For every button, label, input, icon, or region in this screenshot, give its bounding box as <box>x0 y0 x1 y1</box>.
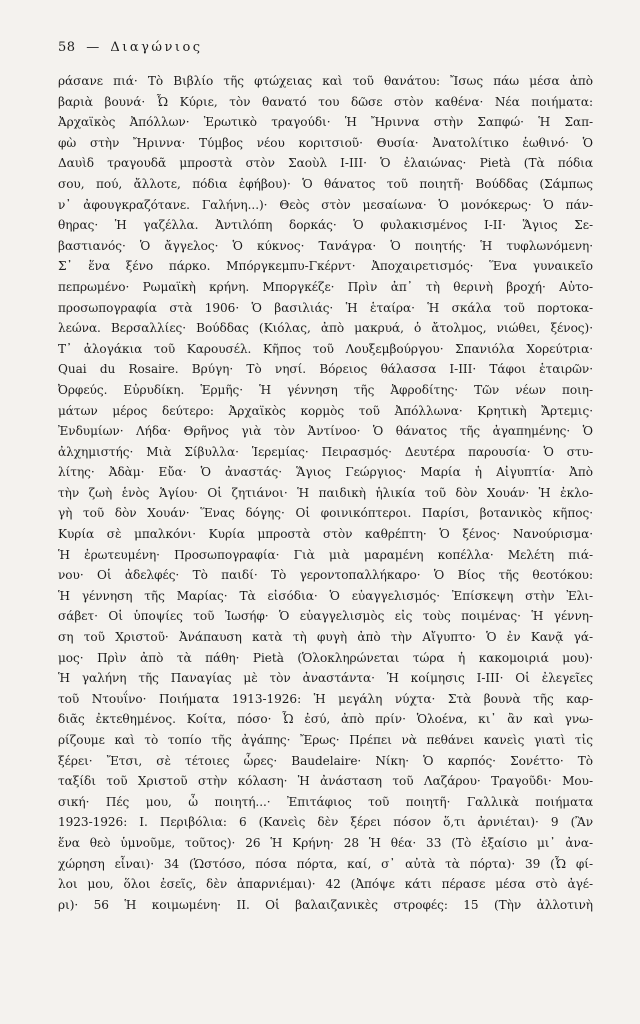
text-line: Τ᾽ ἀλογάκια τοῦ Καρουσέλ. Κῆπος τοῦ Λουξεμβούργου· Σπανιόλα Χορεύτρια· <box>58 341 593 356</box>
text-line: βαριὰ βουνά· Ὦ Κύριε, τὸν θανατό του δῶσε στὸν καθένα· Νέα ποιήματα: <box>58 94 593 109</box>
header-separator: — <box>86 40 100 55</box>
text-line: θηρας· Ἡ γαζέλλα. Ἀντιλόπη δορκάς· Ὁ φυλακισμένος I-II· Ἅγιος Σε- <box>58 218 593 233</box>
text-line: βαστιανός· Ὁ ἄγγελος· Ὁ κύκνος· Τανάγρα· Ὁ ποιητής· Ἡ τυφλωνόμενη· <box>58 238 593 253</box>
text-line: λεώνα. Βερσαλλίες· Βούδδας (Κιόλας, ἀπὸ μακρυά, ὁ ἄτολμος, νιώθει, ξένος)· <box>58 321 593 336</box>
text-line: ἀλχημιστής· Μιὰ Σίβυλλα· Ἱερεμίας· Πειρασμός· Δευτέρα παρουσία· Ὁ στυ- <box>58 444 593 459</box>
text-line: Δαυὶδ τραγουδᾶ μπροστὰ στὸν Σαοὺλ I-III· Ὁ ἐλαιώνας· Pietà (Τὰ πόδια <box>58 156 593 171</box>
text-line: ση τοῦ Χριστοῦ· Ἀνάπαυση κατὰ τὴ φυγὴ ἀπὸ τὴν Αἴγυπτο· Ὁ ἐν Κανᾷ γά- <box>58 630 593 645</box>
text-line: ξέρει· Ἔτσι, σὲ τέτοιες ὧρες· Baudelaire· Νίκη· Ὁ καρπός· Σονέττο· Τὸ <box>58 753 593 768</box>
text-line: φὼ στὴν Ἤριννα· Τύμβος νέου κοριτσιοῦ· Θυσία· Ἀνατολίτικο ἑωθινό· Ὁ <box>58 135 593 150</box>
text-line: σική· Πές μου, ὦ ποιητή...· Ἐπιτάφιος τοῦ ποιητῆ· Γαλλικὰ ποιήματα <box>58 794 593 809</box>
text-line: Σ᾽ ἕνα ξένο πάρκο. Μπόργκεμπυ-Γκέρντ· Ἀποχαιρετισμός· Ἕνα γυναικεῖο <box>58 259 593 274</box>
text-line: Ἡ γέννηση τῆς Μαρίας· Τὰ εἰσόδια· Ὁ εὐαγγελισμός· Ἐπίσκεψη στὴν Ἐλι- <box>58 588 593 603</box>
text-line: Quai du Rosaire. Βρύγη· Τὸ νησί. Βόρειος θάλασσα I-III· Τάφοι ἑταιρῶν· <box>58 362 593 377</box>
text-line: προσωπογραφία στὰ 1906· Ὁ βασιλιάς· Ἡ ἑταίρα· Ἡ σκάλα τοῦ πορτοκα- <box>58 300 593 315</box>
text-line: γὴ τοῦ δὸν Χουάν· Ἕνας δόγης· Οἱ φοινικόπτεροι. Παρίσι, βοτανικὸς κῆπος· <box>58 506 593 521</box>
page-number: 58 <box>58 40 76 55</box>
text-line: λοι μου, ὅλοι ἐσεῖς, δὲν ἀπαρνιέμαι)· 42 (Ἀπόψε κάτι πέρασε μέσα στὸ ἀγέ- <box>58 877 593 892</box>
text-line: νου· Οἱ ἀδελφές· Τὸ παιδί· Τὸ γεροντοπαλλήκαρο· Ὁ Βίος τῆς θεοτόκου: <box>58 568 593 583</box>
text-line: 1923-1926: I. Περιβόλια: 6 (Κανεὶς δὲν ξέρει πόσον ὅ,τι ἀρνιέται)· 9 (Ἂν <box>58 815 593 830</box>
text-line: Ἐνδυμίων· Λήδα· Θρῆνος γιὰ τὸν Ἀντίνοο· Ὁ θάνατος τῆς ἀγαπημένης· Ὁ <box>58 424 593 439</box>
text-line: τὴν ζωὴ ἑνὸς Ἁγίου· Οἱ ζητιάνοι· Ἡ παιδικὴ ἡλικία τοῦ δὸν Χουάν· Ἡ ἐκλο- <box>58 485 593 500</box>
text-line: τοῦ Ντουΐνο· Ποιήματα 1913-1926: Ἡ μεγάλη νύχτα· Στὰ βουνὰ τῆς καρ- <box>58 691 593 706</box>
text-line: ρι)· 56 Ἡ κοιμωμένη· II. Οἱ βαλαιζανικὲς στροφές: 15 (Τὴν ἀλλοτινὴ <box>58 897 593 912</box>
text-line: Ἡ ἐρωτευμένη· Προσωπογραφία· Γιὰ μιὰ μαραμένη κοπέλλα· Μελέτη πιά- <box>58 547 593 562</box>
text-line: ρίζουμε καὶ τὸ τοπίο τῆς ἀγάπης· Ἔρως· Πρέπει νὰ πεθάνει κανεὶς γιατὶ τἰς <box>58 733 593 747</box>
text-line: ἕνα θεὸ ὑμνοῦμε, τοῦτος)· 26 Ἡ Κρήνη· 28 Ἡ θέα· 33 (Τὸ ἐξαίσιο μι᾽ ἀνα- <box>58 835 593 850</box>
text-line: σου, πού, ἄλλοτε, πόδια ἐφήβου)· Ὁ θάνατος τοῦ ποιητῆ· Βούδδας (Σάμπως <box>58 176 593 191</box>
text-line: Ὀρφεύς. Εὐρυδίκη. Ἑρμῆς· Ἡ γέννηση τῆς Ἀφροδίτης· Τῶν νέων ποιη- <box>58 382 593 397</box>
text-line: Ἡ γαλήνη τῆς Παναγίας μὲ τὸν ἀναστάντα· Ἡ κοίμησις I-III· Οἱ ἐλεγεῖες <box>58 671 593 686</box>
text-line: ν᾽ ἀφουγκραζότανε. Γαλήνη...)· Θεὸς στὸν μεσαίωνα· Ὁ μονόκερως· Ὁ πάν- <box>58 197 593 212</box>
text-line: ταξίδι τοῦ Χριστοῦ στὴν κόλαση· Ἡ ἀνάσταση τοῦ Λαζάρου· Τραγοῦδι· Μου- <box>58 774 593 789</box>
text-line: διᾶς ἐκτεθημένος. Κοίτα, πόσο· Ὦ ἐσύ, ἀπὸ πρίν· Ὁλοένα, κι᾽ ἂν καὶ γνω- <box>58 712 593 727</box>
text-line: σάβετ· Οἱ ὑποψίες τοῦ Ἰωσήφ· Ὁ εὐαγγελισμὸς εἰς τοὺς ποιμένας· Ἡ γέννη- <box>58 609 593 624</box>
text-line: μάτων μέρος δεύτερο: Ἀρχαϊκὸς κορμὸς τοῦ Ἀπόλλωνα· Κρητικὴ Ἄρτεμις· <box>58 403 593 418</box>
text-line: μος· Πρὶν ἀπὸ τὰ πάθη· Pietà (Ὁλοκληρώνεται τώρα ἡ κακομοιριά μου)· <box>58 650 593 665</box>
text-line: Ἀρχαϊκὸς Ἀπόλλων· Ἐρωτικὸ τραγούδι· Ἡ Ἤριννα στὴν Σαπφώ· Ἡ Σαπ- <box>58 115 593 130</box>
text-line: πεπρωμένο· Ρωμαϊκὴ κρήνη. Μποργκέζε· Πρὶν ἀπ᾽ τὴ θερινὴ βροχή· Αὐτο- <box>58 279 593 294</box>
text-line: Κυρία σὲ μπαλκόνι· Κυρία μπροστὰ στὸν καθρέπτη· Ὁ ξένος· Νανούρισμα· <box>58 527 593 542</box>
journal-title: Διαγώνιος <box>110 40 203 55</box>
text-line: ράσανε πιά· Τὸ Βιβλίο τῆς φτώχειας καὶ τοῦ θανάτου: Ἴσως πάω μέσα ἀπὸ <box>58 74 593 88</box>
text-line: χώρηση εἶναι)· 34 (Ὡστόσο, πόσα πόρτα, καί, σ᾽ αὐτὰ τὰ πόρτα)· 39 (Ὦ φί- <box>58 856 593 871</box>
body-text <box>58 71 593 915</box>
running-header <box>58 40 593 58</box>
text-line: λίτης· Ἀδὰμ· Εὔα· Ὁ ἀναστάς· Ἅγιος Γεώργιος· Μαρία ἡ Αἰγυπτία· Ἀπὸ <box>58 465 593 480</box>
